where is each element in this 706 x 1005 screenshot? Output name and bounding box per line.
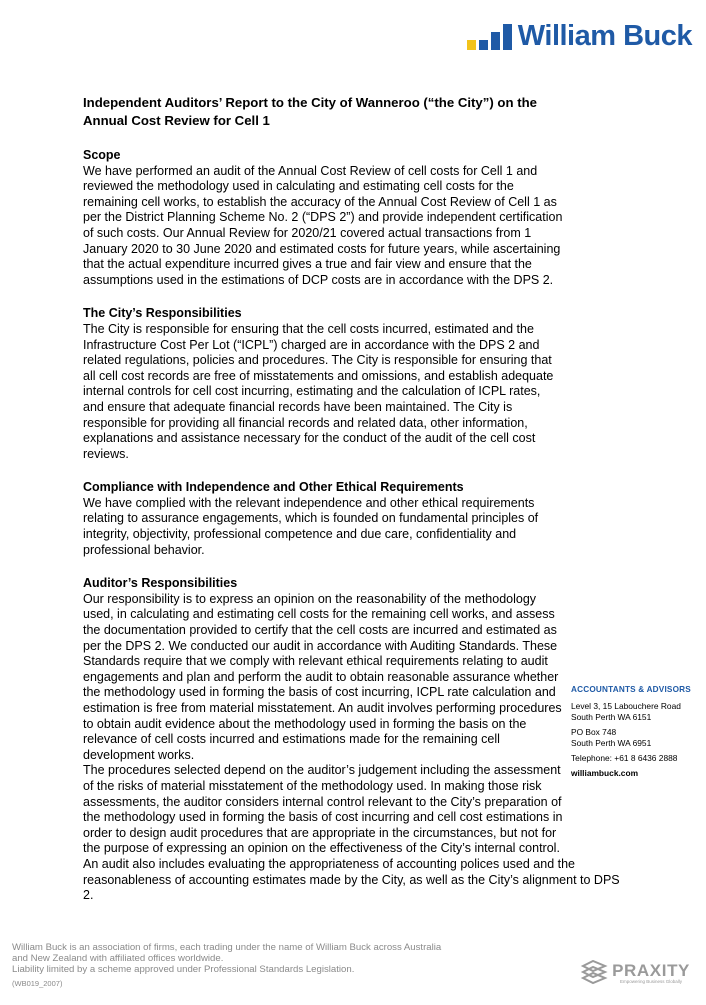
compliance-text: We have complied with the relevant independence and other ethical requirements relating to assurance engagements, which is founded on fundamental principles of integrity, objectivity, professional competence and due care, confidentiality and professional behavior.	[83, 495, 539, 557]
city-responsibilities-section	[83, 306, 563, 462]
address-line-1: Level 3, 15 Labouchere Road	[571, 701, 681, 711]
telephone: Telephone: +61 8 6436 2888	[571, 753, 678, 763]
scope-heading: Scope	[83, 148, 121, 162]
page-footer	[12, 942, 552, 989]
city-responsibilities-heading: The City’s Responsibilities	[83, 306, 242, 321]
footer-line-1: William Buck is an association of firms, each trading under the name of William Buck across Australia	[12, 942, 442, 953]
report-title-line1: Independent Auditors’ Report to the City of Wanneroo (“the City”) on the	[83, 95, 537, 110]
scope-section	[83, 148, 563, 288]
auditor-paragraph-2: The procedures selected depend on the auditor’s judgement including the assessment of the risks of material misstatement of the methodology used. In making those risk assessments, the auditor considers internal control relevant to the City’s preparation of the methodology used in forming the basis of cost incurring and cell cost estimations in order to design audit procedures that are appropriate in the circumstances, but not for the purpose of expressing an opinion on the effectiveness of the City’s internal control.	[83, 763, 563, 856]
compliance-section	[83, 480, 563, 558]
address-line-2: South Perth WA 6151	[571, 712, 652, 722]
po-box-line-1: PO Box 748	[571, 727, 617, 737]
praxity-tagline: Empowering Business Globally	[620, 979, 683, 984]
auditor-paragraph-1: Our responsibility is to express an opinion on the reasonability of the methodology used, in calculating and estimating cell costs for the remaining cell works, and assess the documentation provided to certify that the cell costs are incurred and estimated as per the DPS 2. We conducted our audit in accordance with Auditing Standards. These Standards require that we comply with relevant ethical requirements relating to audit engagements and plan and perform the audit to obtain reasonable assurance whether the methodology used in forming the basis of cost incurring, ICPL rate calculation and estimation is free from material misstatement. An audit involves performing procedures to obtain audit evidence about the methodology used in forming the basis on the relevance of cell costs incurred and estimations made for the remaining cell development works.	[83, 591, 562, 762]
praxity-logo	[580, 960, 690, 986]
logo-text: William Buck	[517, 20, 692, 52]
sidebar-heading: ACCOUNTANTS & ADVISORS	[571, 685, 691, 694]
footer-line-2: and New Zealand with affiliated offices worldwide.	[12, 953, 224, 965]
report-title-line2: Annual Cost Review for Cell 1	[83, 113, 270, 128]
website-link[interactable]: williambuck.com	[571, 768, 639, 778]
scope-text: We have performed an audit of the Annual Cost Review of cell costs for Cell 1 and reviewed the methodology used in calculating and estimating cell costs for the remaining cell works, to establish the accuracy of the Annual Cost Review of Cell 1 as per the District Planning Scheme No. 2 (“DPS 2”) and provide independent certification of such costs. Our Annual Review for 2020/21 covered actual transactions from 1 January 2020 to 30 June 2020 and estimated costs for future years, while ascertaining that the actual expenditure incurred gives a true and fair view and ensure that the assumptions used in the estimations of DCP costs are in accordance with the DPS 2.	[83, 163, 563, 287]
praxity-name: PRAXITY	[612, 961, 690, 980]
auditor-paragraph-3: An audit also includes evaluating the appropriateness of accounting polices used and the reasonableness of accounting estimates made by the City, as well as the City’s alignment to DPS 2.	[83, 856, 620, 903]
compliance-heading: Compliance with Independence and Other Ethical Requirements	[83, 480, 464, 495]
po-box-line-2: South Perth WA 6951	[571, 738, 652, 748]
report-title	[83, 94, 563, 130]
william-buck-logo	[467, 20, 692, 53]
footer-code: (WB019_2007)	[12, 978, 63, 988]
auditor-responsibilities-heading: Auditor’s Responsibilities	[83, 576, 238, 591]
contact-sidebar	[571, 684, 701, 779]
footer-line-3: Liability limited by a scheme approved under Professional Standards Legislation.	[12, 964, 355, 976]
logo-mark-icon	[467, 24, 512, 50]
city-responsibilities-text: The City is responsible for ensuring that the cell costs incurred, estimated and the Infrastructure Cost Per Lot (“ICPL”) charged are in accordance with the DPS 2 and related regulations, policies and procedures. The City is responsible for ensuring that all cell cost records are free of misstatements and omissions, and establish adequate internal controls for cell cost incurring, estimating and the calculation of ICPL rates, and ensure that adequate financial records have been maintained. The City is responsible for providing all financial records and related data, other information, explanations and assistance necessary for the conduct of the audit of the cell cost reviews.	[83, 321, 554, 461]
praxity-mark-icon	[580, 960, 608, 986]
